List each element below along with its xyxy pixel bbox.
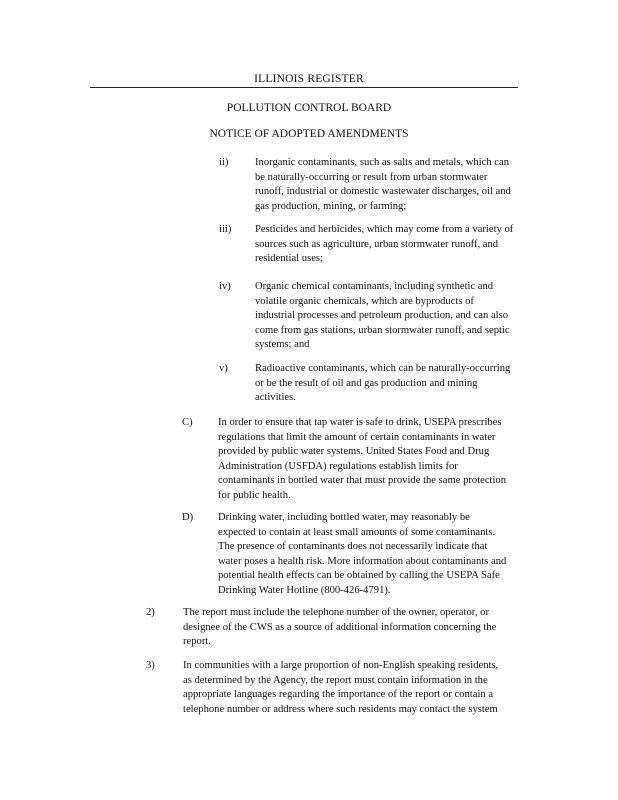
text-line: Drinking water, including bottled water, may reasonably be — [218, 512, 470, 523]
item-marker: iii) — [219, 224, 232, 235]
item-text — [218, 511, 506, 599]
text-line: or be the result of oil and gas production and mining — [255, 377, 478, 389]
text-line: come from gas stations, urban stormwater runoff, and septic — [255, 324, 510, 336]
item-marker: v) — [219, 363, 228, 374]
text-line: Inorganic contaminants, such as salts and metals, which can — [255, 157, 509, 168]
item-text — [255, 156, 511, 214]
text-line: potential health effects can be obtained by calling the USEPA Safe — [218, 570, 500, 582]
item-marker: C) — [182, 417, 193, 428]
text-line: In order to ensure that tap water is safe to drink, USEPA prescribes — [218, 417, 502, 428]
text-line: as determined by the Agency, the report must contain information in the — [183, 674, 488, 686]
text-line: volatile organic chemicals, which are byproducts of — [255, 295, 474, 307]
text-line: sources such as agriculture, urban stormwater runoff, and — [255, 238, 499, 250]
register-title: ILLINOIS REGISTER — [254, 73, 364, 85]
text-line: for public health. — [218, 489, 291, 501]
notice-heading: NOTICE OF ADOPTED AMENDMENTS — [209, 128, 409, 140]
text-line: appropriate languages regarding the importance of the report or contain a — [183, 689, 494, 701]
text-line: In communities with a large proportion of non-English speaking residents, — [183, 660, 499, 671]
item-text — [183, 606, 496, 650]
text-line: Organic chemical contaminants, including synthetic and — [255, 281, 494, 292]
text-line: be naturally-occurring or result from urban stormwater — [255, 171, 488, 183]
item-marker: iv) — [219, 281, 231, 292]
text-line: industrial processes and petroleum production, and can also — [255, 310, 509, 322]
text-line: contaminants in bottled water that must provide the same protection — [218, 475, 507, 487]
text-line: runoff, industrial or domestic wastewater discharges, oil and — [255, 186, 511, 198]
text-line: The presence of contaminants does not necessarily indicate that — [218, 541, 488, 553]
item-text — [218, 416, 506, 504]
text-line: report. — [183, 636, 211, 648]
text-line: gas production, mining, or farming; — [255, 200, 407, 212]
text-line: Drinking Water Hotline (800-426-4791). — [218, 584, 391, 596]
item-marker: 2) — [146, 607, 155, 618]
header-rule — [90, 87, 518, 88]
text-line: activities. — [255, 392, 296, 404]
text-line: residential uses; — [255, 253, 323, 265]
text-line: designee of the CWS as a source of additional information concerning the — [183, 621, 497, 633]
item-marker: 3) — [146, 660, 155, 671]
text-line: telephone number or address where such residents may contact the system — [183, 703, 498, 715]
item-text — [255, 362, 510, 406]
text-line: regulations that limit the amount of certain contaminants in water — [218, 431, 496, 443]
text-line: The report must include the telephone number of the owner, operator, or — [183, 607, 489, 618]
text-line: provided by public water systems. United States Food and Drug — [218, 446, 490, 458]
text-line: Radioactive contaminants, which can be naturally-occurring — [255, 363, 511, 374]
item-marker: D) — [182, 512, 194, 523]
text-line: systems; and — [255, 339, 310, 351]
item-marker: ii) — [219, 157, 229, 168]
text-line: expected to contain at least small amounts of some contaminants. — [218, 526, 496, 538]
item-text — [255, 223, 513, 267]
item-text — [255, 280, 510, 353]
item-text — [183, 659, 498, 717]
text-line: Administration (USFDA) regulations establish limits for — [218, 460, 458, 472]
text-line: water poses a health risk. More information about contaminants and — [218, 555, 507, 567]
board-name: POLLUTION CONTROL BOARD — [226, 102, 392, 114]
text-line: Pesticides and herbicides, which may come from a variety of — [255, 224, 514, 235]
